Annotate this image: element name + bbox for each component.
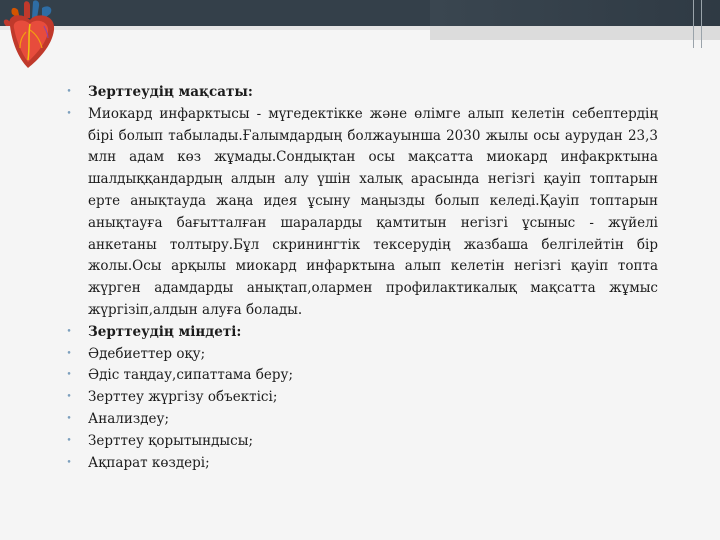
section-heading-tasks: Зерттеудің міндеті:	[88, 323, 242, 340]
slide-content	[62, 82, 658, 474]
list-item	[62, 453, 658, 475]
header-accent-block	[430, 26, 720, 40]
header-divider-line	[693, 0, 694, 48]
bullet-icon: •	[66, 435, 72, 446]
list-item-title-tasks	[62, 322, 658, 344]
bullet-icon: •	[66, 413, 72, 424]
task-text: Ақпарат көздері;	[88, 454, 210, 471]
task-text: Әдебиеттер оқу;	[88, 345, 206, 362]
bullet-icon: •	[66, 87, 72, 97]
header-accent-strip	[0, 26, 430, 30]
bullet-icon: •	[66, 326, 72, 337]
bullet-list	[62, 82, 658, 474]
list-item	[62, 431, 658, 453]
task-text: Зерттеу қорытындысы;	[88, 432, 254, 449]
header-band-right	[430, 0, 720, 26]
section-heading-purpose: Зерттеудің мақсаты:	[88, 84, 253, 100]
header-divider-line	[701, 0, 702, 48]
bullet-icon: •	[66, 392, 72, 403]
list-item	[62, 365, 658, 387]
bullet-icon: •	[66, 108, 72, 119]
list-item-purpose-text	[62, 104, 658, 322]
bullet-icon: •	[66, 370, 72, 381]
task-text: Зерттеу жүргізу объектісі;	[88, 389, 278, 406]
bullet-icon: •	[66, 348, 72, 359]
task-text: Әдіс таңдау,сипаттама беру;	[88, 367, 293, 384]
list-item-title-purpose	[62, 82, 658, 104]
list-item	[62, 409, 658, 431]
bullet-icon: •	[66, 457, 72, 468]
purpose-paragraph: Миокард инфарктысы - мүгедектікке және өлімге алып келетін себептердің бірі болып табылады.Ғалымдардың болжауынша 2030 жылы осы аурудан 23,3 млн адам көз жұмады.Сондықтан осы мақсатта миокард инфакрктына шалдыққандардың алдын алу үшін халық арасында негізгі қауіп топтарын ерте анықтауда жаңа идея ұсыну маңызды болып келеді.Қауіп топтарын анықтауға бағытталған шараларды қамтитын негізгі ұсыныс - жүйелі анкетаны толтыру.Бұл скринингтік тексерудің жазбаша белгілейтін бір жолы.Осы арқылы миокард инфарктына алып келетін негізгі қауіп топта жүрген адамдарды анықтап,олармен профилактикалық мақсатта жұмыс жүргізіп,алдын алуға болады.	[88, 105, 658, 318]
task-text: Анализдеу;	[88, 410, 169, 427]
list-item	[62, 344, 658, 366]
heart-illustration-icon	[0, 0, 64, 70]
list-item	[62, 387, 658, 409]
